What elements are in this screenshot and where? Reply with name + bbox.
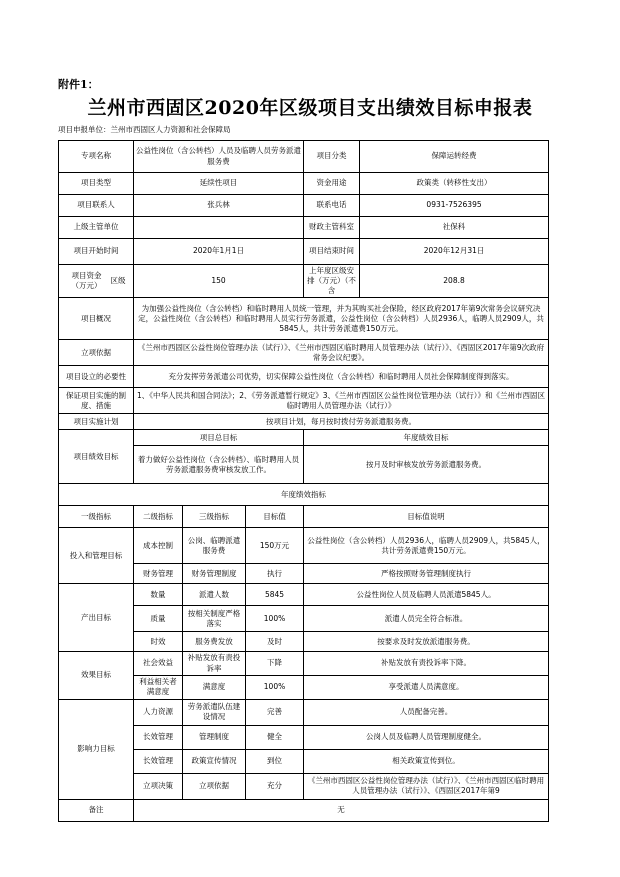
- indicator-l1: 投入和管理目标: [59, 528, 134, 584]
- row-dates: [59, 239, 549, 265]
- last-year-label: 上年度区级安排（万元）（不含: [304, 265, 360, 298]
- indicator-l3: 管理制度: [183, 725, 246, 749]
- row-basis: [59, 340, 549, 366]
- type-label: 项目类型: [59, 173, 134, 195]
- indicator-l3: 派遣人数: [183, 584, 246, 606]
- phone-label: 联系电话: [304, 195, 360, 217]
- necessity-label: 项目设立的必要性: [59, 366, 134, 388]
- indicator-target: 下降: [246, 652, 304, 675]
- table-row: [59, 584, 549, 606]
- row-funds: [59, 265, 549, 298]
- basis-value: 《兰州市西固区公益性岗位管理办法（试行）》、《兰州市西固区临时聘用人员管理办法（试行）》、《西固区2017年第9次政府常务会议纪要》。: [134, 340, 549, 366]
- project-name-value: 公益性岗位（含公转档）人员及临聘人员劳务派遣服务费: [134, 141, 304, 173]
- indicator-desc: 按要求及时发放派遣服务费。: [304, 632, 549, 652]
- indicator-desc: 派遣人员完全符合标准。: [304, 606, 549, 632]
- indicator-l2: 长效管理: [134, 749, 183, 773]
- row-contact: [59, 195, 549, 217]
- goal-head-total: 项目总目标: [134, 430, 304, 446]
- indicator-desc: 补贴发放有责投诉率下降。: [304, 652, 549, 675]
- indicator-desc: 相关政策宣传到位。: [304, 749, 549, 773]
- row-indicator-headers: [59, 506, 549, 528]
- fund-use-value: 政策类（转移性支出）: [360, 173, 549, 195]
- indicator-target: 健全: [246, 725, 304, 749]
- row-goal-head: [59, 430, 549, 446]
- header-level1: 一级指标: [59, 506, 134, 528]
- indicator-l1: 产出目标: [59, 584, 134, 652]
- header-target: 目标值: [246, 506, 304, 528]
- contact-value: 张兵林: [134, 195, 304, 217]
- measures-label: 保证项目实施的制度、措施: [59, 388, 134, 414]
- type-value: 延续性项目: [134, 173, 304, 195]
- indicator-l3: 劳务派遣队伍建设情况: [183, 699, 246, 725]
- project-name-label: 专项名称: [59, 141, 134, 173]
- measures-value: 1、《中华人民共和国合同法》；2、《劳务派遣暂行规定》3、《兰州市西固区公益性岗位管理办法（试行）》和《兰州市西固区临时聘用人员管理办法（试行）》: [134, 388, 549, 414]
- indicator-target: 150万元: [246, 528, 304, 564]
- row-necessity: [59, 366, 549, 388]
- indicator-l1: 影响力目标: [59, 699, 134, 799]
- indicator-desc: 人员配备完善。: [304, 699, 549, 725]
- indicator-l2: 社会效益: [134, 652, 183, 675]
- end-label: 项目结束时间: [304, 239, 360, 265]
- fund-value: 150: [134, 265, 304, 298]
- indicator-l2: 立项决策: [134, 773, 183, 799]
- row-remark: [59, 799, 549, 821]
- fund-use-label: 资金用途: [304, 173, 360, 195]
- header-level2: 二级指标: [134, 506, 183, 528]
- indicator-l3: 财务管理制度: [183, 564, 246, 584]
- plan-value: 按项目计划，每月按时拨付劳务派遣服务费。: [134, 414, 549, 430]
- fund-label: [59, 265, 134, 298]
- table-row: [59, 652, 549, 675]
- phone-value: 0931-7526395: [360, 195, 549, 217]
- goal-total: 着力做好公益性岗位（含公转档）、临时聘用人员劳务派遣服务费审核发放工作。: [134, 446, 304, 484]
- indicator-desc: 享受派遣人员满意度。: [304, 675, 549, 699]
- table-row: [59, 699, 549, 725]
- end-value: 2020年12月31日: [360, 239, 549, 265]
- indicator-l2: 质量: [134, 606, 183, 632]
- row-indicator-banner: [59, 484, 549, 506]
- indicator-l1: 效果目标: [59, 652, 134, 699]
- dept-label: 上级主管单位: [59, 217, 134, 239]
- header-level3: 三级指标: [183, 506, 246, 528]
- overview-value: 为加强公益性岗位（含公转档）和临时聘用人员统一管理，并为其购买社会保险，经区政府2017年第9次常务会议研究决定，公益性岗位（含公转档）和临时聘用人员实行劳务派遣，公益性岗位（含公转档）人员2936人，临聘人员2909人，共5845人，共计劳务派遣费150万元。: [134, 298, 549, 340]
- row-project-name: [59, 141, 549, 173]
- indicator-l2: 利益相关者满意度: [134, 675, 183, 699]
- indicator-l3: 立项依据: [183, 773, 246, 799]
- indicator-l3: 按相关制度严格落实: [183, 606, 246, 632]
- indicator-desc: 公益性岗位（含公转档）人员2936人，临聘人员2909人，共5845人，共计劳务派遣费150万元。: [304, 528, 549, 564]
- performance-table: [58, 140, 549, 822]
- goal-year: 按月及时审核发放劳务派遣服务费。: [304, 446, 549, 484]
- contact-label: 项目联系人: [59, 195, 134, 217]
- indicator-l2: 成本控制: [134, 528, 183, 564]
- dept-value: [134, 217, 304, 239]
- indicator-target: 及时: [246, 632, 304, 652]
- indicator-banner: 年度绩效指标: [59, 484, 549, 506]
- indicator-l3: 服务费发放: [183, 632, 246, 652]
- remark-label: 备注: [59, 799, 134, 821]
- indicator-target: 充分: [246, 773, 304, 799]
- indicator-l2: 数量: [134, 584, 183, 606]
- overview-label: 项目概况: [59, 298, 134, 340]
- indicator-l2: 长效管理: [134, 725, 183, 749]
- indicator-l3: 公岗、临聘派遣服务费: [183, 528, 246, 564]
- category-value: 保障运转经费: [360, 141, 549, 173]
- table-row: [59, 528, 549, 564]
- fund-label-text: 项目资金（万元）: [71, 271, 102, 291]
- indicator-target: 100%: [246, 675, 304, 699]
- start-label: 项目开始时间: [59, 239, 134, 265]
- row-measures: [59, 388, 549, 414]
- indicator-desc: 公益性岗位人员及临聘人员派遣5845人。: [304, 584, 549, 606]
- last-year-value: 208.8: [360, 265, 549, 298]
- header-desc: 目标值说明: [304, 506, 549, 528]
- attachment-label: 附件1：: [58, 78, 99, 91]
- fund-label-level: 区级: [110, 276, 126, 286]
- indicator-l3: 政策宣传情况: [183, 749, 246, 773]
- row-plan: [59, 414, 549, 430]
- necessity-value: 充分发挥劳务派遣公司优势，切实保障公益性岗位（含公转档）和临时聘用人员社会保障制度得到落实。: [134, 366, 549, 388]
- page-title: 兰州市西固区2020年区级项目支出绩效目标申报表: [87, 97, 533, 119]
- goal-head-year: 年度绩效目标: [304, 430, 549, 446]
- indicator-target: 到位: [246, 749, 304, 773]
- row-project-type: [59, 173, 549, 195]
- reporting-unit: 项目申报单位：兰州市西固区人力资源和社会保障局: [58, 125, 231, 134]
- remark-value: 无: [134, 799, 549, 821]
- indicator-target: 5845: [246, 584, 304, 606]
- indicator-desc: 《兰州市西固区公益性岗位管理办法（试行）》、《兰州市西固区临时聘用人员管理办法（试行）》、《西固区2017年第9: [304, 773, 549, 799]
- basis-label: 立项依据: [59, 340, 134, 366]
- plan-label: 项目实施计划: [59, 414, 134, 430]
- category-label: 项目分类: [304, 141, 360, 173]
- row-overview: [59, 298, 549, 340]
- indicator-l2: 财务管理: [134, 564, 183, 584]
- indicator-l2: 时效: [134, 632, 183, 652]
- indicator-target: 执行: [246, 564, 304, 584]
- row-dept: [59, 217, 549, 239]
- indicator-l2: 人力资源: [134, 699, 183, 725]
- indicator-desc: 公岗人员及临聘人员管理制度健全。: [304, 725, 549, 749]
- indicator-l3: 满意度: [183, 675, 246, 699]
- indicator-l3: 补贴发放有责投诉率: [183, 652, 246, 675]
- finance-value: 社保科: [360, 217, 549, 239]
- start-value: 2020年1月1日: [134, 239, 304, 265]
- indicator-target: 完善: [246, 699, 304, 725]
- goal-label: 项目绩效目标: [59, 430, 134, 484]
- finance-label: 财政主管科室: [304, 217, 360, 239]
- indicator-target: 100%: [246, 606, 304, 632]
- indicator-desc: 严格按照财务管理制度执行: [304, 564, 549, 584]
